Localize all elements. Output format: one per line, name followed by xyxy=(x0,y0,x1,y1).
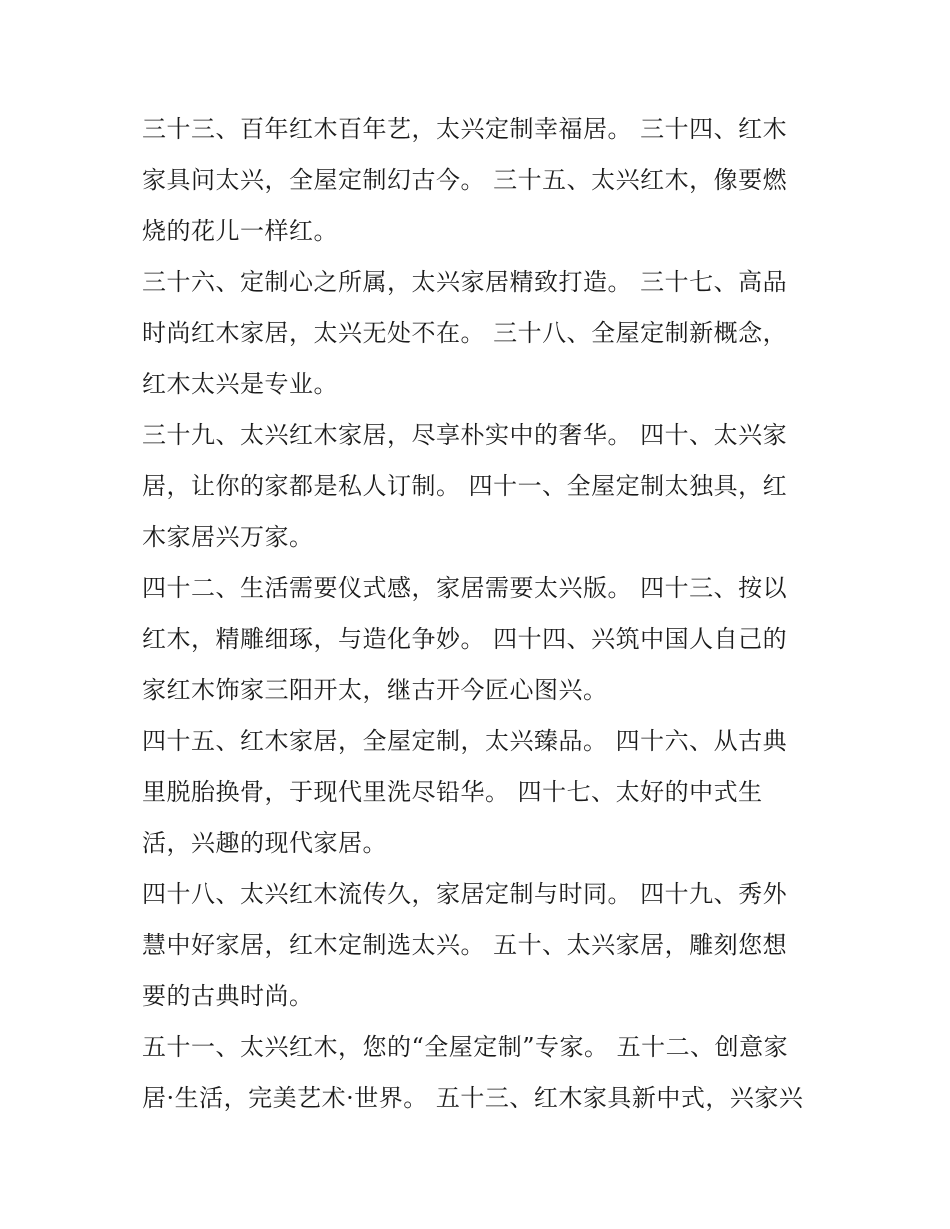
text-line: 四十二、生活需要仪式感，家居需要太兴版。 四十三、按以 xyxy=(142,574,788,602)
text-line: 五十一、太兴红木，您的“全屋定制”专家。 五十二、创意家 xyxy=(142,1033,789,1061)
paragraph-4 xyxy=(142,563,810,716)
document-body xyxy=(142,104,810,1124)
text-line: 四十五、红木家居，全屋定制，太兴臻品。 四十六、从古典 xyxy=(142,727,788,755)
text-line: 木家居兴万家。 xyxy=(142,523,314,551)
text-line: 红木，精雕细琢，与造化争妙。 四十四、兴筑中国人自己的 xyxy=(142,625,788,653)
paragraph-7 xyxy=(142,1022,810,1124)
paragraph-5 xyxy=(142,716,810,869)
text-line: 三十三、百年红木百年艺，太兴定制幸福居。 三十四、红木 xyxy=(142,115,788,143)
text-line: 红木太兴是专业。 xyxy=(142,370,338,398)
text-line: 慧中好家居，红木定制选太兴。 五十、太兴家居，雕刻您想 xyxy=(142,931,788,959)
text-line: 三十六、定制心之所属，太兴家居精致打造。 三十七、高品 xyxy=(142,268,788,296)
text-line: 要的古典时尚。 xyxy=(142,982,314,1010)
text-line: 居，让你的家都是私人订制。 四十一、全屋定制太独具，红 xyxy=(142,472,788,500)
text-line: 家红木饰家三阳开太，继古开今匠心图兴。 xyxy=(142,676,608,704)
paragraph-3 xyxy=(142,410,810,563)
text-line: 里脱胎换骨，于现代里洗尽铅华。 四十七、太好的中式生 xyxy=(142,778,763,806)
text-line: 四十八、太兴红木流传久，家居定制与时同。 四十九、秀外 xyxy=(142,880,788,908)
text-line: 居·生活，完美艺术·世界。 五十三、红木家具新中式，兴家兴 xyxy=(142,1084,804,1112)
text-line: 家具问太兴，全屋定制幻古今。 三十五、太兴红木，像要燃 xyxy=(142,166,788,194)
paragraph-1 xyxy=(142,104,810,257)
text-line: 三十九、太兴红木家居，尽享朴实中的奢华。 四十、太兴家 xyxy=(142,421,788,449)
text-line: 时尚红木家居，太兴无处不在。 三十八、全屋定制新概念， xyxy=(142,319,788,347)
paragraph-6 xyxy=(142,869,810,1022)
text-line: 烧的花儿一样红。 xyxy=(142,217,338,245)
paragraph-2 xyxy=(142,257,810,410)
text-line: 活，兴趣的现代家居。 xyxy=(142,829,387,857)
